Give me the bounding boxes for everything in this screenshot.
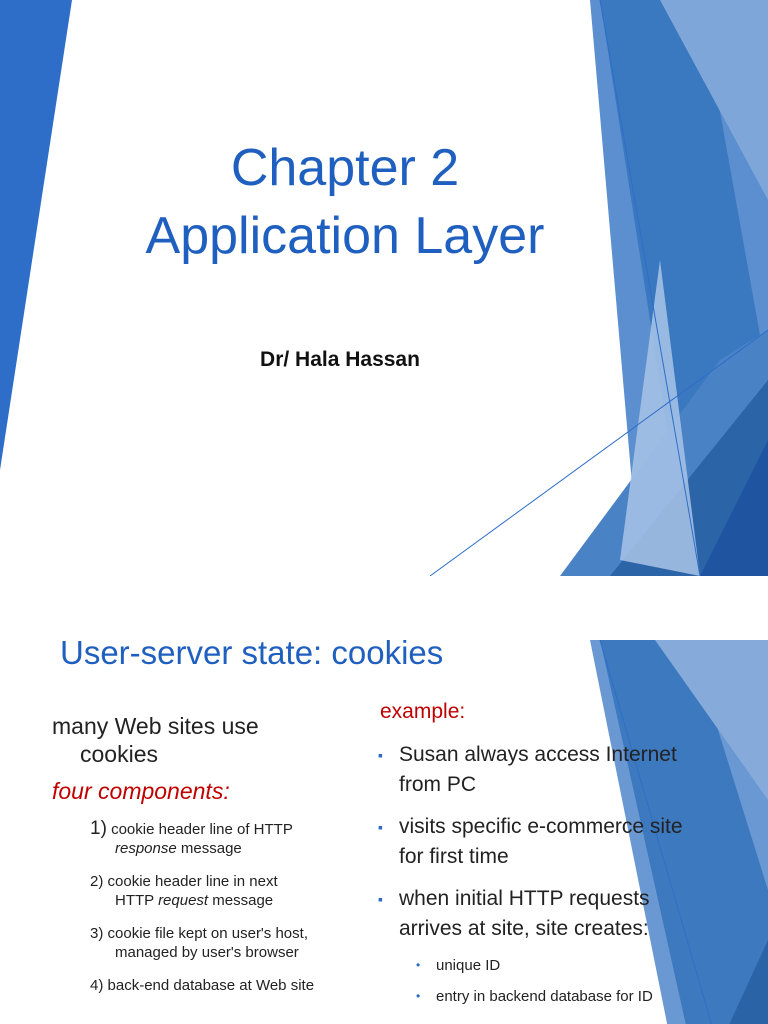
content-slide [0,576,768,1024]
component-item [52,976,372,995]
lead-line-2: cookies [80,741,158,767]
sub-bullet-item [378,956,708,976]
component-number: 2) [90,873,104,890]
component-text: HTTP [115,892,159,909]
bullet-item [378,812,708,872]
four-components-heading: four components: [52,778,230,804]
component-italic: request [158,892,209,909]
slide-title [0,134,690,270]
component-text: back-end database at Web site [107,977,315,994]
component-item [52,872,372,910]
example-label: example: [380,700,466,723]
component-italic: response [115,840,177,857]
lead-text [52,712,372,768]
component-item [52,924,372,962]
bullet-text: when initial HTTP requests arrives at site, site creates: [399,887,650,940]
slide-title: User-server state: cookies [60,634,444,671]
component-number: 1) [90,818,107,839]
left-column [52,712,372,995]
title-line-2: Application Layer [145,207,545,265]
sub-bullet-item [378,987,708,1007]
square-bullet-icon: ▪ [378,819,383,835]
example-bullets [378,740,708,1018]
component-text: cookie header line of HTTP [111,821,293,838]
component-text: cookie file kept on user's host, [107,925,308,942]
component-number: 4) [90,977,104,994]
dot-bullet-icon: • [416,958,421,972]
square-bullet-icon: ▪ [378,747,383,763]
lead-line-1: many Web sites use [52,713,259,739]
bullet-text: Susan always access Internet from PC [399,743,677,796]
bullet-item [378,884,708,944]
author-name: Dr/ Hala Hassan [260,348,420,371]
component-item [52,819,372,858]
bullet-text: visits specific e-commerce site for first time [399,815,683,868]
bullet-item [378,740,708,800]
component-text: managed by user's browser [115,944,299,961]
component-text: message [208,892,274,909]
component-number: 3) [90,925,104,942]
sub-bullet-text: unique ID [436,957,501,974]
title-line-1: Chapter 2 [230,139,460,197]
square-bullet-icon: ▪ [378,891,383,907]
component-text: cookie header line in next [107,873,278,890]
component-text: message [176,840,242,857]
sub-bullet-text: entry in backend database for ID [436,988,653,1005]
dot-bullet-icon: • [416,989,421,1003]
